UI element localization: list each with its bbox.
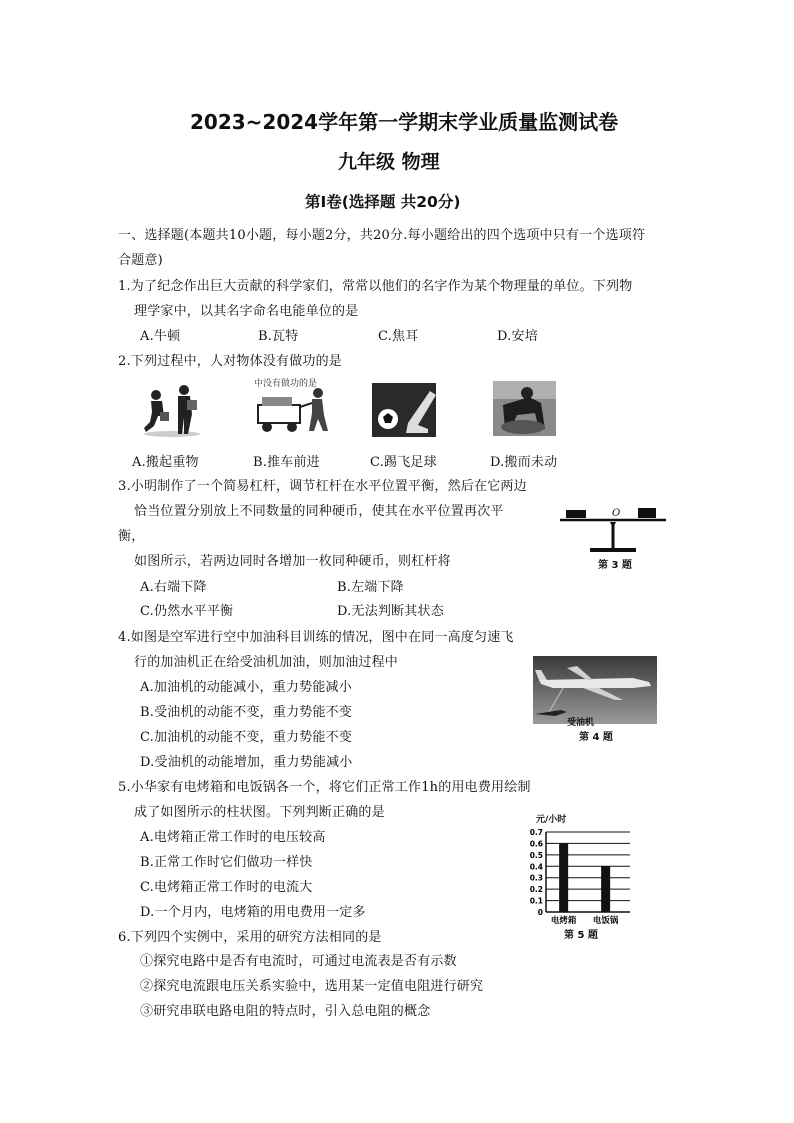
q6-item-1: ①探究电路中是否有电流时，可通过电流表是否有示数 [140, 954, 457, 969]
receiver-plane-label: 受油机 [567, 718, 595, 728]
chart-bar [559, 843, 568, 912]
q5-option-b: B.正常工作时它们做功一样快 [140, 855, 313, 870]
chart-y-tick-label: 0.4 [529, 862, 543, 872]
chart-y-axis-label: 元/小时 [536, 815, 567, 825]
q4-option-a: A.加油机的动能减小，重力势能减小 [140, 680, 352, 695]
q3-stem-line-3: 衡， [118, 529, 145, 544]
q5-option-d: D.一个月内，电烤箱的用电费用一定多 [140, 905, 366, 920]
q3-stem-line-2: 恰当位置分别放上不同数量的同种硬币，使其在水平位置再次平 [134, 504, 504, 519]
q2-figure-d-pushing-rock-icon [493, 381, 556, 436]
chart-x-tick-label: 电烤箱 [550, 916, 577, 926]
q5-figure-caption: 第 5 题 [564, 930, 598, 941]
q2-option-c: C.踢飞足球 [370, 455, 437, 470]
q2-figure-c-kicking-ball-icon [372, 383, 436, 437]
q2-option-a: A.搬起重物 [132, 455, 199, 470]
chart-y-tick-label: 0.2 [529, 885, 543, 895]
q1-option-a: A.牛顿 [140, 329, 181, 344]
q2-figure-overlay-text: 中没有做功的是 [254, 379, 318, 389]
chart-y-tick-label: 0.5 [529, 850, 543, 860]
q2-figure-a-lifting-icon [140, 380, 204, 438]
chart-x-tick-label: 电饭锅 [592, 916, 619, 926]
q5-stem-line-1: 5.小华家有电烤箱和电饭锅各一个，将它们正常工作1h的用电费用绘制 [118, 780, 531, 795]
exam-title: 2023~2024学年第一学期末学业质量监测试卷 [190, 110, 619, 134]
q6-stem: 6.下列四个实例中，采用的研究方法相同的是 [118, 930, 382, 945]
instructions-line-2: 合题意) [118, 253, 163, 268]
right-coin-stack [638, 508, 656, 518]
q2-option-d: D.搬而未动 [490, 455, 558, 470]
q5-option-a: A.电烤箱正常工作时的电压较高 [140, 830, 326, 845]
q4-refueling-photo [533, 656, 657, 746]
section-heading: 第I卷(选择题 共20分) [305, 193, 461, 211]
q2-stem: 2.下列过程中，人对物体没有做功的是 [118, 354, 343, 369]
q1-option-d: D.安培 [497, 329, 538, 344]
q4-option-c: C.加油机的动能不变，重力势能不变 [140, 730, 353, 745]
q4-option-b: B.受油机的动能不变，重力势能不变 [140, 705, 353, 720]
chart-bar [601, 866, 610, 912]
q1-option-c: C.焦耳 [378, 329, 419, 344]
chart-y-tick-label: 0.1 [529, 896, 543, 906]
q1-stem-line-2: 理学家中，以其名字命名电能单位的是 [134, 304, 359, 319]
q3-option-b: B.左端下降 [337, 580, 404, 595]
q3-option-d: D.无法判断其状态 [337, 604, 444, 619]
q5-bar-chart [526, 812, 636, 942]
q1-stem-line-1: 1.为了纪念作出巨大贡献的科学家们，常常以他们的名字作为某个物理量的单位。下列物 [118, 279, 633, 294]
q4-option-d: D.受油机的动能增加，重力势能减小 [140, 755, 353, 770]
q5-option-c: C.电烤箱正常工作时的电流大 [140, 880, 313, 895]
q2-figure-b-pushing-cart-icon [252, 377, 336, 437]
left-coin-stack [566, 510, 586, 518]
q3-figure-caption: 第 3 题 [598, 560, 632, 571]
q1-option-b: B.瓦特 [258, 329, 299, 344]
q4-figure-caption: 第 4 题 [579, 732, 613, 743]
chart-y-tick-label: 0.3 [529, 873, 543, 883]
q3-option-a: A.右端下降 [140, 580, 207, 595]
q2-option-b: B.推车前进 [253, 455, 320, 470]
chart-y-tick-label: 0.6 [529, 839, 543, 849]
q5-stem-line-2: 成了如图所示的柱状图。下列判断正确的是 [134, 805, 385, 820]
q4-stem-line-1: 4.如图是空军进行空中加油科目训练的情况，图中在同一高度匀速飞 [118, 630, 514, 645]
q6-item-2: ②探究电流跟电压关系实验中，选用某一定值电阻进行研究 [140, 979, 484, 994]
chart-y-tick-label: 0.7 [529, 828, 543, 837]
q3-option-c: C.仍然水平平衡 [140, 604, 234, 619]
q6-item-3: ③研究串联电路电阻的特点时，引入总电阻的概念 [140, 1004, 431, 1019]
pivot-label: O [612, 508, 621, 519]
q3-stem-line-1: 3.小明制作了一个简易杠杆，调节杠杆在水平位置平衡，然后在它两边 [118, 479, 527, 494]
q3-lever-figure [558, 502, 670, 572]
lever-base [590, 548, 636, 552]
q4-stem-line-2: 行的加油机正在给受油机加油，则加油过程中 [134, 655, 399, 670]
instructions-line-1: 一、选择题(本题共10小题，每小题2分，共20分.每小题给出的四个选项中只有一个选项符 [118, 228, 646, 243]
q3-stem-line-4: 如图所示，若两边同时各增加一枚同种硬币，则杠杆将 [134, 554, 451, 569]
chart-y-tick-label: 0 [537, 908, 543, 917]
exam-subtitle: 九年级 物理 [338, 151, 440, 173]
